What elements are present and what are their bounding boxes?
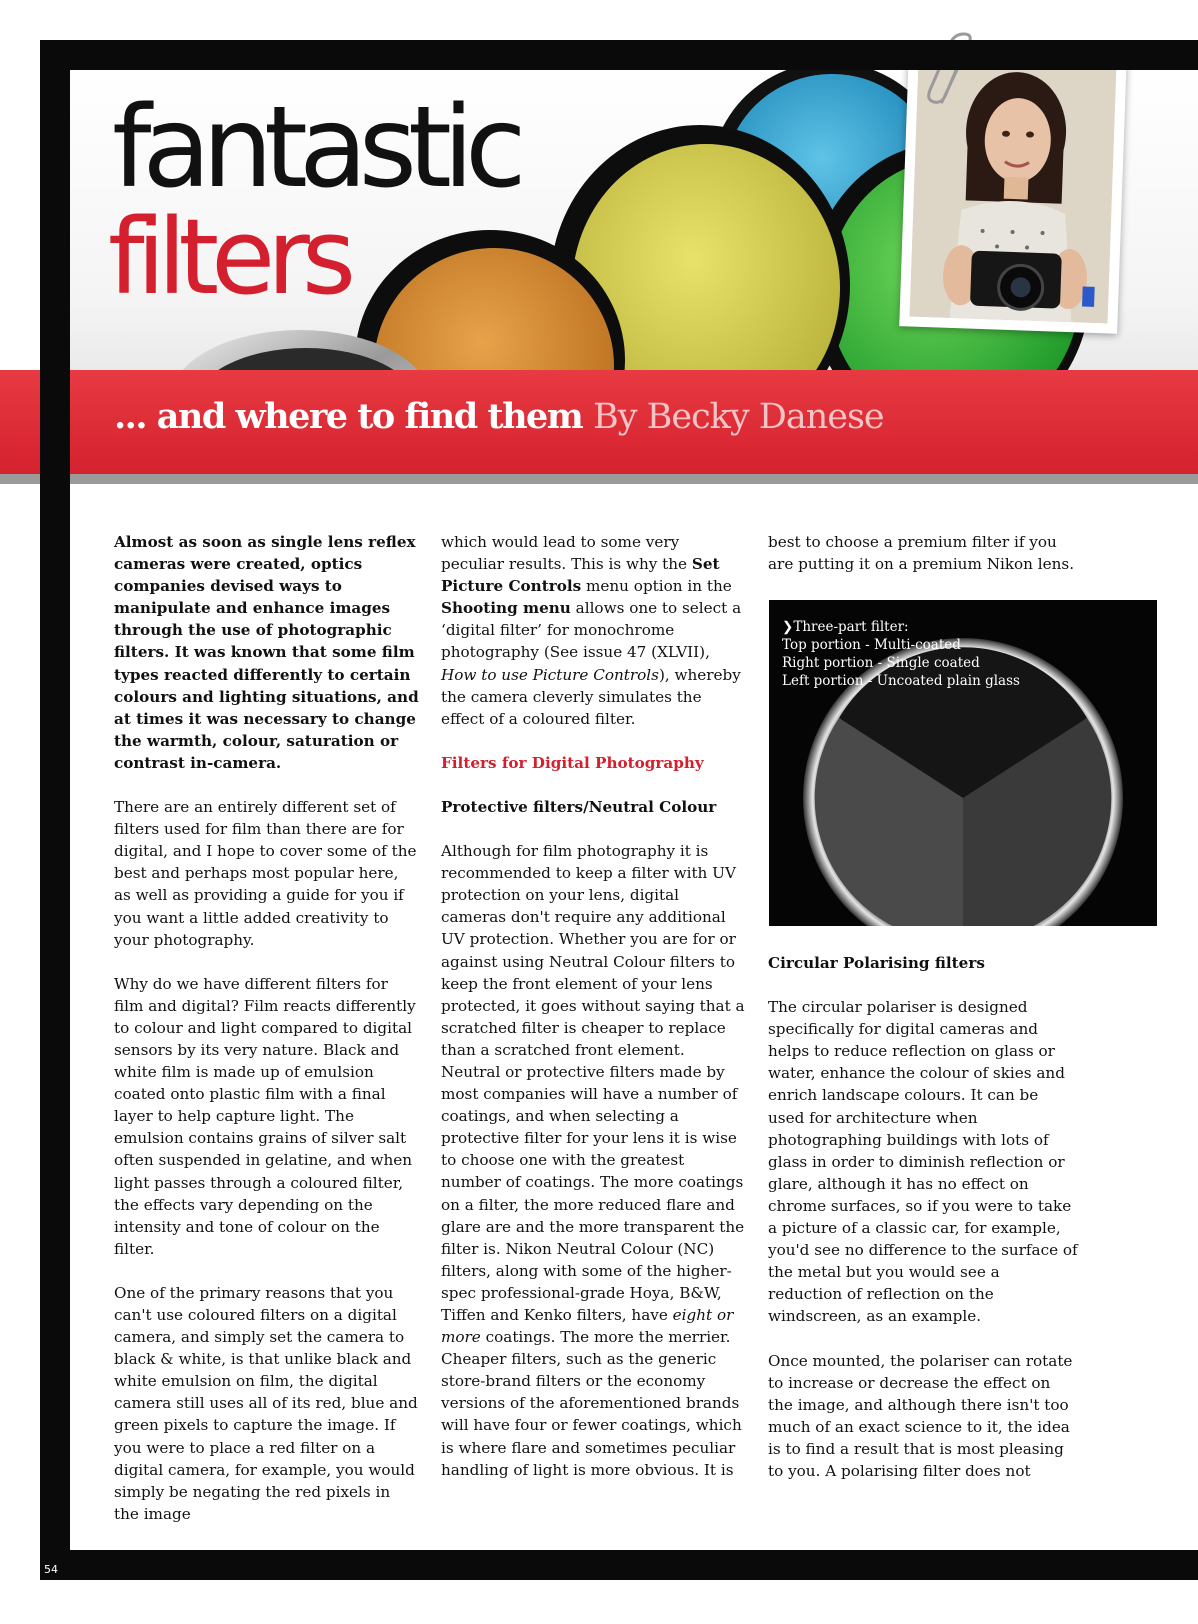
paragraph: One of the primary reasons that you can't use coloured filters on a digital camera, and simply set the camera to black & white, is that unlike black and white emulsion on film, the digital camera still uses all of its red, blue and green pixels to capture the image. If you were to place a red filter on a digital camera, for example, you would simply be negating the red pixels in the image: [114, 1283, 418, 1523]
byline: By Becky Danese: [593, 397, 884, 437]
caption-line: Top portion - Multi-coated: [782, 637, 961, 653]
page-number: 54: [44, 1563, 58, 1576]
paragraph: best to choose a premium filter if you are putting it on a premium Nikon lens.: [768, 533, 1075, 574]
subtitle-text: ... and where to find them: [114, 396, 583, 437]
paragraph: Why do we have different filters for film and digital? Film reacts differently to colour and light compared to digital sensors by its very nature. Black and white film is made up of emulsion coated onto plastic film with a final layer to help capture light. The emulsion contains grains of silver salt often suspended in gelatine, and when light passes through a coloured filter, the effects vary depending on the intensity and tone of colour on the filter.: [114, 974, 416, 1258]
bold-run: Shooting menu: [441, 599, 571, 618]
paragraph: Once mounted, the polariser can rotate to increase or decrease the effect on the image, and although there isn't too much of an exact science to it, the idea is to find a result that is most pleasing to you. A polarising filter does not: [768, 1351, 1073, 1480]
bold-run: Set Picture Controls: [441, 555, 720, 596]
column-3-continued: [768, 952, 1078, 1504]
title-line-1: fantastic: [112, 83, 518, 213]
column-2: [441, 531, 746, 1503]
frame-left-border: [40, 40, 70, 1580]
subtitle: [114, 396, 884, 437]
caption-line: Left portion - Uncoated plain glass: [782, 673, 1020, 689]
paragraph: There are an entirely different set of filters used for film than there are for digital, and I hope to cover some of the best and perhaps most popular here, as well as providing a guide for you if you want a little added creativity to your photography.: [114, 798, 417, 949]
title-line-2: filters: [108, 196, 349, 318]
text-run: coatings. The more the merrier. Cheaper filters, such as the generic store-brand filters or the economy versions of the aforementioned brands will have four or fewer coatings, which is where flare and sometimes peculiar handling of light is more obvious. It is: [441, 1328, 742, 1479]
subtitle-band-shadow: [0, 474, 1198, 484]
caption-line: Right portion - Single coated: [782, 655, 980, 671]
text-run: allows one to select a ‘digital filter’ for monochrome photography (See issue 47 (XLVII),: [441, 599, 742, 662]
frame-top-border: [40, 40, 1198, 70]
section-heading: Filters for Digital Photography: [441, 753, 704, 772]
frame-bottom-border: [40, 1550, 1198, 1580]
text-run: Although for film photography it is recommended to keep a filter with UV protection on your lens, digital cameras don't require any additional UV protection. Whether you are for or against using Neutral Colour filters to keep the front element of your lens protected, it goes without saying that a scratched filter is cheaper to replace than a scratched front element. Neutral or protective filters made by most companies will have a number of coatings, and when selecting a protective filter for your lens it is wise to choose one with the greatest number of coatings. The more coatings on a filter, the more reduced flare and glare are and the more transparent the filter is. Nikon Neutral Colour (NC) filters, along with some of the higher-spec professional-grade Hoya, B&W, Tiffen and Kenko filters, have: [441, 842, 745, 1324]
text-run: which would lead to some very peculiar results. This is why the: [441, 533, 692, 574]
text-run: ), whereby the camera cleverly simulates the effect of a coloured filter.: [441, 665, 741, 728]
italic-run: eight or more: [441, 1306, 734, 1347]
lead-paragraph: Almost as soon as single lens reflex cameras were created, optics companies devised ways to manipulate and enhance images through the use of photographic filters. It was known that some film types reacted differently to certain colours and lighting situations, and at times it was necessary to change the warmth, colour, saturation or contrast in-camera.: [114, 533, 419, 772]
sub-heading: Circular Polarising filters: [768, 954, 985, 972]
italic-run: How to use Picture Controls: [441, 665, 659, 684]
chevron-right-icon: ❯: [782, 619, 794, 635]
column-3: [768, 531, 1078, 597]
paragraph: [441, 840, 746, 1481]
text-run: menu option in the: [581, 577, 732, 596]
paragraph: [441, 531, 746, 730]
filter-caption: [782, 618, 1020, 690]
column-1: [114, 531, 419, 1547]
caption-heading-text: Three-part filter:: [793, 619, 909, 635]
paragraph: The circular polariser is designed specifically for digital cameras and helps to reduce reflection on glass or water, enhance the colour of skies and enrich landscape colours. It can be used for architecture when photographing buildings with lots of glass in order to diminish reflection or glare, although it has no effect on chrome surfaces, so if you were to take a picture of a classic car, for example, you'd see no difference to the surface of the metal but you would see a reduction of reflection on the windscreen, as an example.: [768, 998, 1078, 1326]
caption-heading: [782, 618, 1020, 636]
sub-heading: Protective filters/Neutral Colour: [441, 797, 717, 816]
